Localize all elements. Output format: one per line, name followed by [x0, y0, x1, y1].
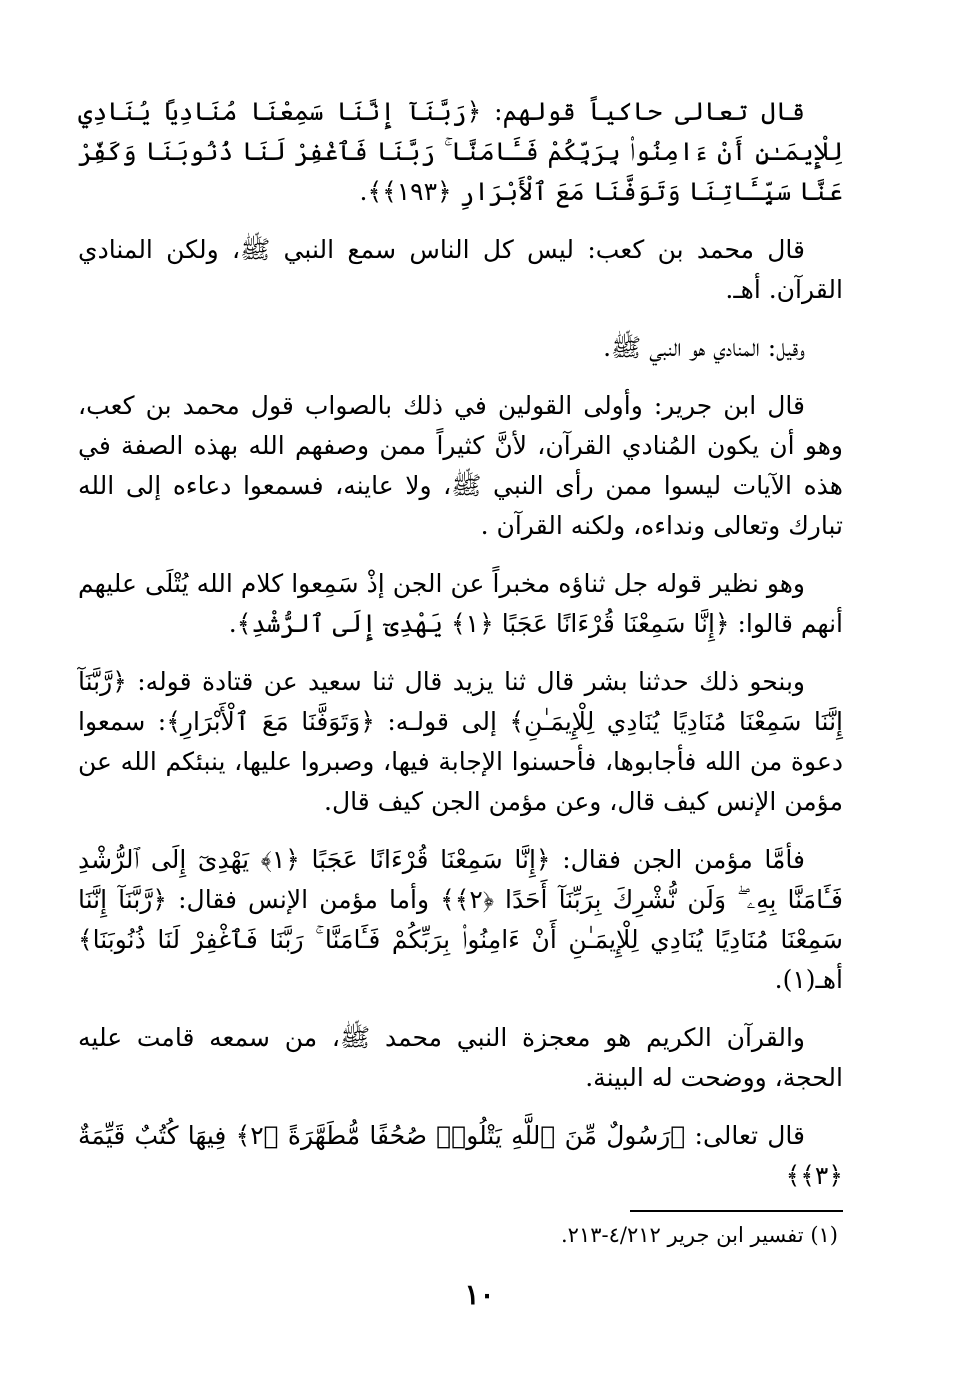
paragraph: وهو نظير قوله جل ثناؤه مخبراً عن الجن إذْ سَمِعوا كلام الله يُتْلَى عليهم أنهم قالوا: ﴿إِنَّا سَمِعْنَا قُرْءَانًا عَجَبًا ﴿١﴾ يَهْدِىٓ إِلَى ٱلرُّشْدِ﴾.: [78, 569, 843, 638]
paragraph: قال تعالى حاكياً قولهم: ﴿رَبَّنَآ إِنَّنَا سَمِعْنَا مُنَادِيًا يُنَادِي لِلْإِيمَـٰنِ أَنْ ءَامِنُوا۟ بِرَبِّكُمْ فَـَٔامَنَّا ۚ رَبَّنَا فَٱغْفِرْ لَنَا ذُنُوبَنَا وَكَفِّرْ عَنَّا سَيِّـَٔاتِنَا وَتَوَفَّنَا مَعَ ٱلْأَبْرَارِ ﴿١٩٣﴾﴾.: [78, 97, 843, 206]
paragraph: قال تعالى: ﴿رَسُولٌ مِّنَ ٱللَّهِ يَتْلُوا۟ صُحُفًا مُّطَهَّرَةً ﴿٢﴾ فِيهَا كُتُبٌ قَيِّمَةٌ ﴿٣﴾﴾: [78, 1121, 843, 1190]
page-body: [78, 92, 843, 1214]
page-number: ١٠: [464, 1278, 495, 1311]
footnote-divider: [630, 1210, 843, 1212]
footnote: (١) تفسير ابن جرير ٤/٢١٢-٢١٣.: [560, 1223, 838, 1247]
paragraph: قال محمد بن كعب: ليس كل الناس سمع النبي ﷺ، ولكن المنادي القرآن. أهـ.: [78, 235, 843, 304]
paragraph: وبنحو ذلك حدثنا بشر قال ثنا يزيد قال ثنا سعيد عن قتادة قوله: ﴿رَّبَّنَآ إِنَّنَا سَمِعْنَا مُنَادِيًا يُنَادِي لِلْإِيمَـٰنِ﴾ إلى قولـه: ﴿وَتَوَفَّنَا مَعَ ٱلْأَبْرَارِ﴾: سمعوا دعوة من الله فأجابوها، فأحسنوا الإجابة فيها، وصبروا عليها، ينبئكم الله عن مؤمن الإنس كيف قال، وعن مؤمن الجن كيف قال.: [78, 667, 843, 816]
paragraph: فأمَّا مؤمن الجن فقال: ﴿إِنَّا سَمِعْنَا قُرْءَانًا عَجَبًا ﴿١﴾ يَهْدِىٓ إِلَى ٱلرُّشْدِ فَـَٔامَنَّا بِهِۦ ۖ وَلَن نُّشْرِكَ بِرَبِّنَآ أَحَدًا ﴿٢﴾﴾ وأما مؤمن الإنس فقال: ﴿رَّبَّنَآ إِنَّنَا سَمِعْنَا مُنَادِيًا يُنَادِي لِلْإِيمَـٰنِ أَنْ ءَامِنُوا۟ بِرَبِّكُمْ فَـَٔامَنَّا ۚ رَبَّنَا فَٱغْفِرْ لَنَا ذُنُوبَنَا﴾ أهـ(١).: [78, 845, 843, 994]
paragraph: قال ابن جرير: وأولى القولين في ذلك بالصواب قول محمد بن كعب، وهو أن يكون المُنادي القرآن، لأنَّ كثيراً ممن وصفهم الله بهذه الصفة في هذه الآيات ليسوا ممن رأى النبي ﷺ، ولا عاينه، فسمعوا دعاءه إلى الله تبارك وتعالى ونداءه، ولكنه القرآن .: [78, 391, 843, 540]
paragraph: والقرآن الكريم هو معجزة النبي محمد ﷺ، من سمعه قامت عليه الحجة، ووضحت له البينة.: [78, 1023, 843, 1092]
paragraph: وقيل: المنادي هو النبي ﷺ.: [603, 333, 805, 362]
